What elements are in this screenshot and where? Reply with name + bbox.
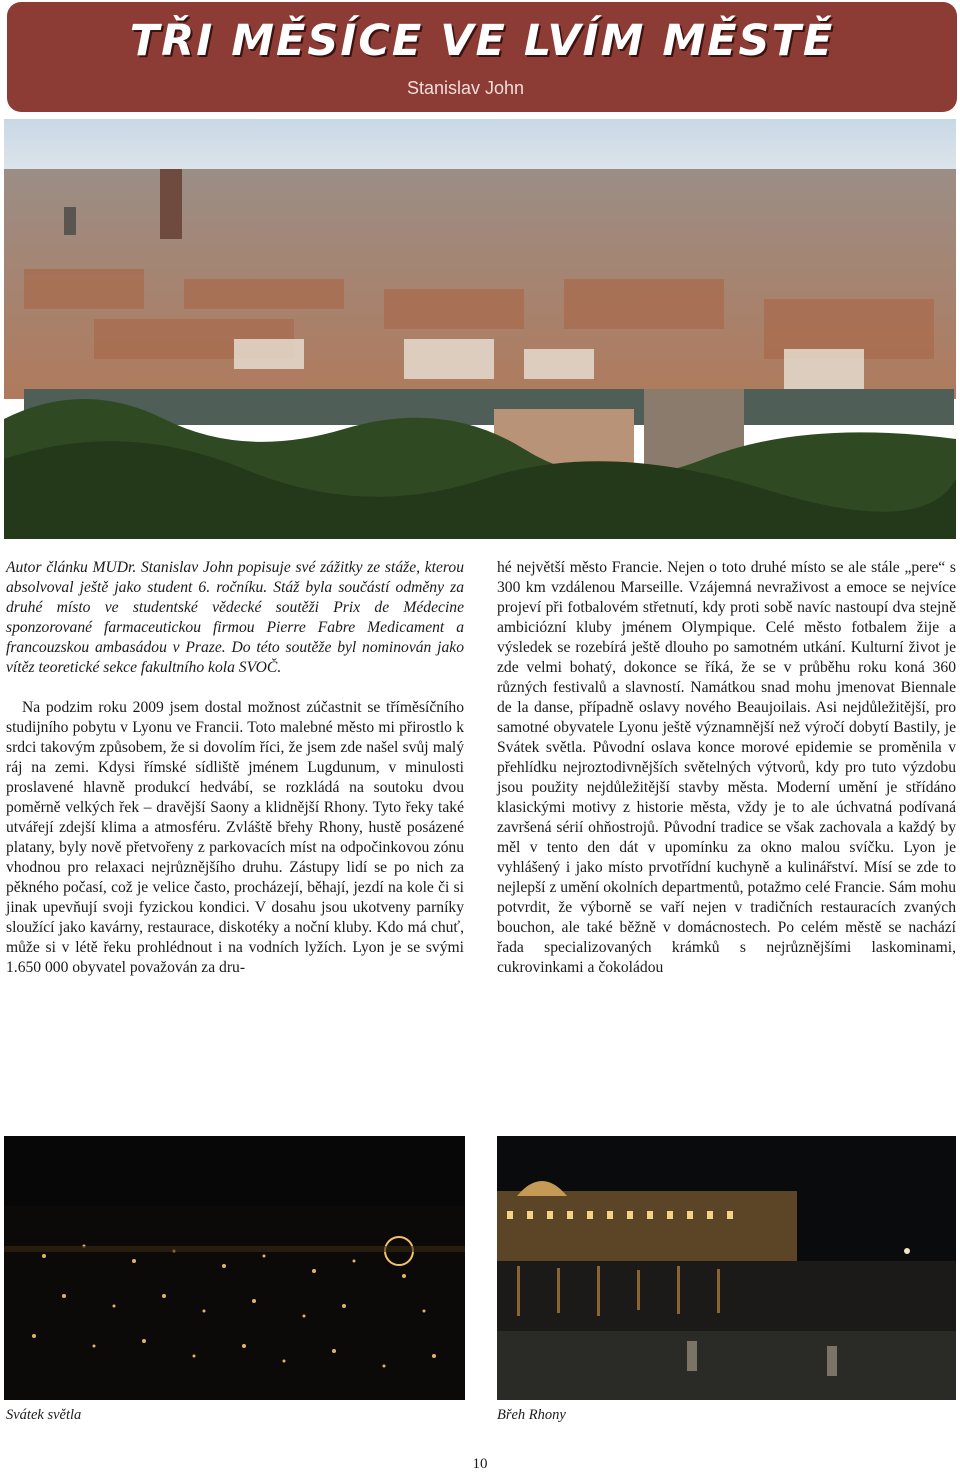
body-paragraph-left: Na podzim roku 2009 jsem dostal možnost zúčastnit se tříměsíčního studijního pobytu v Lyonu ve Francii. Toto malebné město mi přirostlo k srdci takovým způsobem, že si dovolím říci, že jsem zde našel svůj malý ráj na zemi. Kdysi římské sídliště jménem Lugdunum, v minulosti proslavené hlavně produkcí hedvábí, se rozkládá na soutoku dvou poměrně velkých řek – dravější Saony a klidnější Rhony. Tyto řeky také utvářejí zdejší klima a atmosféru. Zvláště břehy Rhony, hustě posázené platany, byly nově přetvořeny z parkovacích míst na odpočinkovou zónu vhodnou pro relaxaci nejrůznějšího druhu. Zástupy lidí se po nich za pěkného počasí, což je velice často, procházejí, běhají, jezdí na kole či si jinak upevňují svoji fyzickou kondici. V dosahu jsou ukotveny parníky sloužící jako kavárny, restaurace, diskotéky a noční kluby. Kdo má chuť, může si v létě řeku prohlédnout i na vodních lyžích. Lyon je se svými 1.650 000 obyvatel považován za dru- [6,699,464,976]
title-banner [7,2,957,112]
rhone-bank-photo [497,1136,956,1400]
article-author: Stanislav John [407,78,525,98]
caption-right: Břeh Rhony [497,1407,566,1423]
right-column [497,558,956,978]
body-paragraph-right: hé největší město Francie. Nejen o toto druhé místo se ale stále „pere“ s 300 km vzdálenou Marseille. Vzájemná nevraživost a emoce se nejvíce projeví při fotbalovém střetnutí, kdy proti sobě navíc nastoupí dva stejně ambiciózní kluby jménem Olympique. Celé město fotbalem žije a výsledek se rozebírá ještě dlouho po samotném utkání. Kulturní život je zde velmi bohatý, dokonce se říká, že se v průběhu roku koná 360 různých festivalů a slavností. Namátkou snad mohu jmenovat Biennale de la danse, případně oslavy nového Beaujoilais. Asi nejdůležitější, pro samotné obyvatele Lyonu ještě významnější než výročí dobytí Bastily, je Svátek světla. Původní oslava konce morové epidemie se proměnila v přehlídku nejroztodivnějších světelných výtvorů, kdy pro tuto výzdobu jsou použity nejdůležitější stavby města. Moderní umění je střídáno klasickými motivy z historie města, vždy je to ale úchvatná podívaná završená sérií ohňostrojů. Původní tradice se však zachovala a každý by měl v tento den dát v upomínku za okno malou svíčku. Lyon je vyhlášený i jako místo prvotřídní kuchyně a kulinářství. Mísí se zde to nejlepší z umění okolních departmentů, potažmo celé Francie. Sám mohu potvrdit, že výborně se vaří nejen v tradičních restauracích zvaných bouchon, ale také běžně v domácnostech. Po celém městě se nachází řada specializovaných krámků s nejrůznějšími laskominami, cukrovinkami a čokoládou [497,559,956,976]
caption-left: Svátek světla [6,1407,82,1423]
lyon-panorama-photo [4,119,956,539]
intro-paragraph: Autor článku MUDr. Stanislav John popisuje své zážitky ze stáže, kterou absolvoval ještě jako student 6. ročníku. Stáž byla součástí odměny za druhé místo ve studentské vědecké soutěži Prix de Médecine sponzorované farmaceutickou firmou Pierre Fabre Medicament a francouzskou ambasádou v Praze. Do této soutěže byl nominován jako vítěz teoretické sekce fakultního kola SVOČ. [6,559,464,676]
page-number: 10 [472,1456,488,1472]
article-title: TŘI MĚSÍCE VE LVÍM MĚSTĚ [129,16,835,66]
festival-of-lights-photo [4,1136,465,1400]
left-column [6,558,464,978]
